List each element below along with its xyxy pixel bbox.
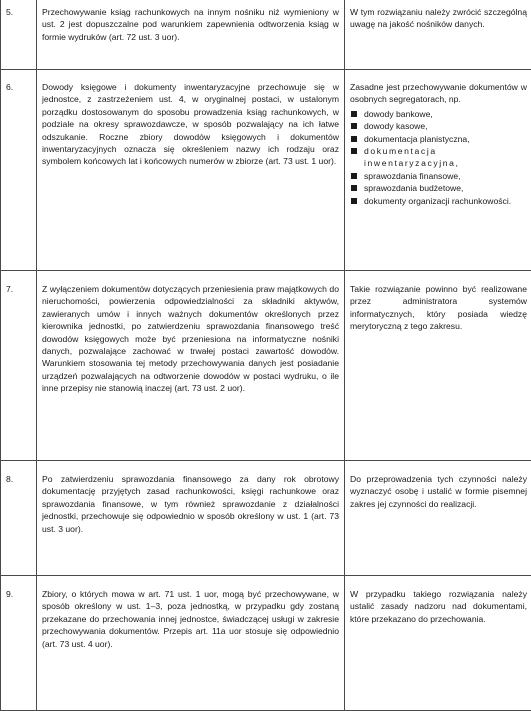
list-item: sprawozdania budżetowe, (350, 182, 527, 194)
regulation-text: Dowody księgowe i dokumenty inwentaryzacyjne przechowuje się w jednostce, z zastrzeżeniem ust. 4, w oryginalnej postaci, w ustalonym porządku dostosowanym do sposobu prowadzenia ksiąg rachunkowych, w podziale na okresy sprawozdawcze, w sposób pozwalający na ich łatwe odszukanie. Roczne zbiory dowodów księgowych i dokumentów inwentaryzacyjnych oznacza się określeniem nazwy ich rodzaju oraz symbolem końcowych lat i końcowych numerów w zbiorze (art. 73 ust. 1 uor). (37, 70, 345, 271)
list-item: dokumentacja inwentaryzacyjna, (350, 145, 527, 170)
list-item: sprawozdania finansowe, (350, 170, 527, 182)
row-number: 6. (1, 70, 37, 271)
list-item: dowody kasowe, (350, 120, 527, 132)
list-item: dokumenty organizacji rachunkowości. (350, 195, 527, 207)
comment-text: W przypadku takiego rozwiązania należy ustalić zasady nadzoru nad dokumentami, które przekazano do przechowania. (345, 576, 531, 711)
row-number: 8. (1, 461, 37, 576)
table-row (1, 0, 531, 70)
table-row (1, 461, 531, 576)
regulation-text: Zbiory, o których mowa w art. 71 ust. 1 uor, mogą być przechowywane, w sposób określony w ust. 1–3, poza jednostką, w przypadku gdy zostaną przekazane do przechowania innej jednostce, świadczącej usługi w zakresie przechowywania dokumentów. Przepis art. 11a uor stosuje się odpowiednio (art. 73 ust. 4 uor). (37, 576, 345, 711)
list-item: dokumentacja planistyczna, (350, 133, 527, 145)
row-number: 7. (1, 271, 37, 461)
table-row (1, 576, 531, 711)
comment-text: Takie rozwiązanie powinno być realizowane przez administratora systemów informatycznych, który posiada wiedzę merytoryczną z tego zakresu. (345, 271, 531, 461)
regulation-text: Po zatwierdzeniu sprawozdania finansowego za dany rok obrotowy dokumentację przyjętych zasad rachunkowości, księgi rachunkowe oraz sprawozdania finansowe, w tym również sprawozdanie z działalności jednostki, przechowuje się odpowiednio w sposób określony w ust. 1 (art. 73 ust. 3 uor). (37, 461, 345, 576)
list-item: dowody bankowe, (350, 108, 527, 120)
table-row (1, 70, 531, 271)
row-number: 5. (1, 0, 37, 70)
table-row (1, 271, 531, 461)
comment-text: Zasadne jest przechowywanie dokumentów w osobnych segregatorach, np. (350, 81, 527, 106)
comment-cell (345, 70, 531, 271)
comment-text: Do przeprowadzenia tych czynności należy wyznaczyć osobę i ustalić w formie pisemnej zakres jej czynności do realizacji. (345, 461, 531, 576)
regulation-text: Przechowywanie ksiąg rachunkowych na innym nośniku niż wymieniony w ust. 2 jest dopuszczalne pod warunkiem zapewnienia odtworzenia ksiąg w formie wydruków (art. 72 ust. 3 uor). (37, 0, 345, 70)
comment-text: W tym rozwiązaniu należy zwrócić szczególną uwagę na jakość nośników danych. (345, 0, 531, 70)
regulation-text: Z wyłączeniem dokumentów dotyczących przeniesienia praw majątkowych do nieruchomości, powierzenia odpowiedzialności za składniki aktywów, zawieranych umów i innych ważnych dokumentów określonych przez kierownika jednostki, po zatwierdzeniu sprawozdania finansowego treść dowodów księgowych może być przeniesiona na informatyczne nośniki danych, pozwalające zachować w trwałej postaci zawartość dowodów. Warunkiem stosowania tej metody przechowywania danych jest posiadanie urządzeń pozwalających na odtworzenie dowodów w postaci wydruku, o ile inne przepisy nie stanowią inaczej (art. 73 ust. 2 uor). (37, 271, 345, 461)
row-number: 9. (1, 576, 37, 711)
binder-list (350, 108, 527, 207)
